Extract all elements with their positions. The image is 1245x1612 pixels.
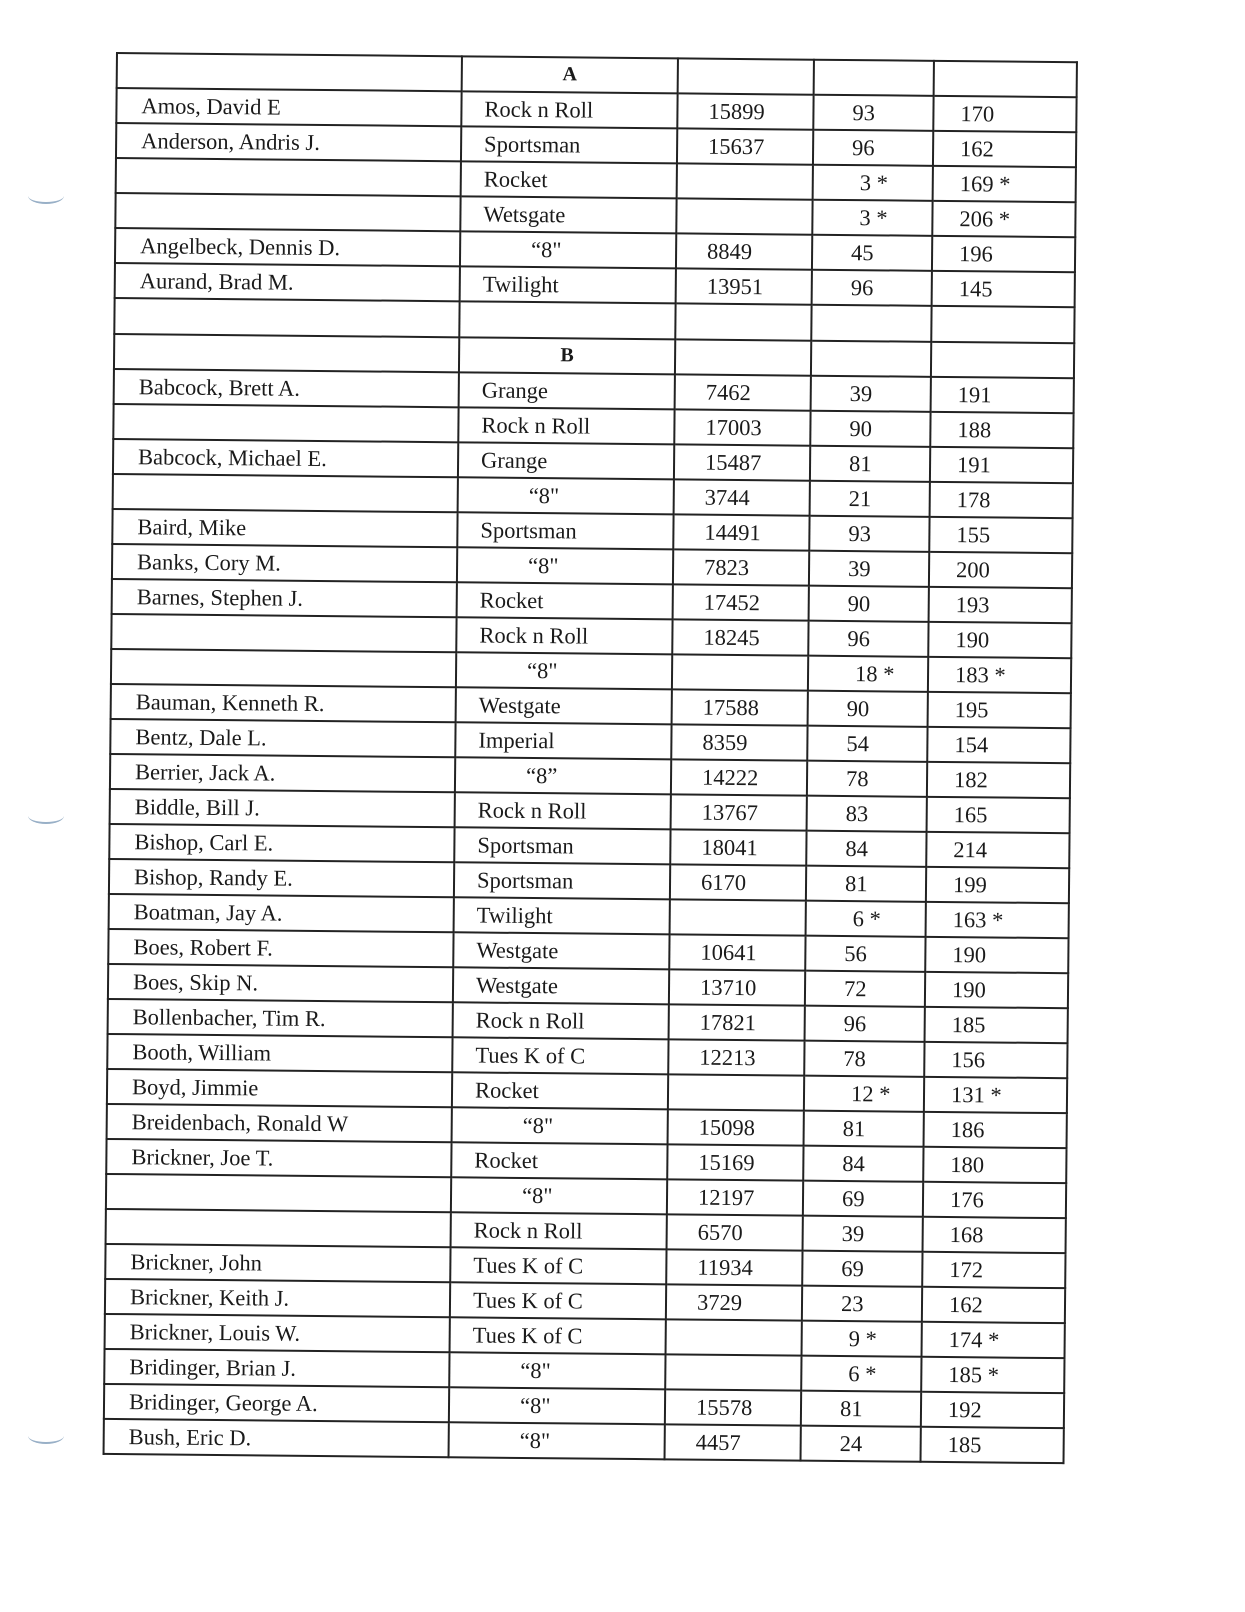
league-name: Sportsman [454, 862, 670, 899]
bowler-name: Baird, Mike [112, 509, 457, 547]
bowler-name: Biddle, Bill J. [110, 789, 455, 827]
total-pins: 15098 [668, 1109, 804, 1145]
total-pins [677, 163, 813, 199]
games-bowled: 81 [806, 866, 926, 902]
bowler-name: Babcock, Brett A. [114, 369, 459, 407]
league-name: Tues K of C [450, 1282, 666, 1319]
bowler-name: Bishop, Carl E. [109, 824, 454, 862]
bowler-name: Amos, David E [116, 88, 461, 126]
average-score: 165 [927, 797, 1070, 833]
league-name: “8" [457, 547, 673, 584]
average-score: 191 [931, 377, 1074, 413]
league-name: “8” [455, 757, 671, 794]
league-name: Rocket [457, 582, 673, 619]
average-score: 195 [928, 692, 1071, 728]
total-pins: 14222 [671, 759, 807, 795]
bowler-name [116, 158, 461, 196]
league-name: Westgate [453, 932, 669, 969]
average-score: 190 [928, 622, 1071, 658]
games-bowled: 96 [808, 621, 928, 657]
league-name: Rock n Roll [456, 617, 672, 654]
total-pins: 11934 [666, 1249, 802, 1285]
games-bowled [811, 305, 931, 342]
games-bowled: 21 [810, 481, 930, 517]
bowler-name: Brickner, Joe T. [106, 1139, 451, 1177]
punch-hole-mark-top [28, 188, 64, 204]
games-bowled: 6 * [801, 1356, 921, 1392]
bowler-name: Babcock, Michael E. [113, 439, 458, 477]
average-score: 196 [932, 236, 1075, 272]
league-name: Twilight [460, 266, 676, 303]
total-pins: 7462 [675, 374, 811, 410]
games-bowled: 78 [807, 761, 927, 797]
league-name: “8" [456, 652, 672, 689]
average-score: 186 [924, 1112, 1067, 1148]
total-pins: 14491 [673, 514, 809, 550]
games-bowled: 72 [805, 971, 925, 1007]
bowler-name: Brickner, Keith J. [105, 1279, 450, 1317]
games-bowled: 81 [804, 1111, 924, 1147]
total-pins: 15487 [674, 444, 810, 480]
pins-cell-empty [678, 58, 814, 94]
name-cell-empty [117, 53, 462, 91]
league-name: Rock n Roll [451, 1212, 667, 1249]
games-bowled: 23 [802, 1286, 922, 1322]
total-pins [670, 899, 806, 935]
league-name: “8" [451, 1177, 667, 1214]
league-name [459, 301, 675, 339]
bowler-name: Bishop, Randy E. [109, 859, 454, 897]
average-cell-empty [934, 61, 1077, 97]
bowler-name: Boatman, Jay A. [109, 894, 454, 932]
total-pins: 6170 [670, 864, 806, 900]
bowler-name [106, 1209, 451, 1247]
games-bowled: 90 [810, 411, 930, 447]
games-bowled: 9 * [802, 1321, 922, 1357]
average-score: 180 [923, 1147, 1066, 1183]
average-score: 176 [923, 1182, 1066, 1218]
league-name: “8" [452, 1107, 668, 1144]
average-score: 168 [923, 1217, 1066, 1253]
bowler-name: Bentz, Dale L. [110, 719, 455, 757]
total-pins: 12213 [668, 1039, 804, 1075]
average-score: 206 * [932, 201, 1075, 237]
bowler-name: Boes, Skip N. [108, 964, 453, 1002]
total-pins [676, 198, 812, 234]
averages-table-body [104, 53, 1077, 1463]
games-bowled: 90 [809, 586, 929, 622]
bowler-name: Breidenbach, Ronald W [107, 1104, 452, 1142]
average-score: 185 [925, 1007, 1068, 1043]
bowler-name [114, 298, 459, 337]
average-score: 185 [921, 1427, 1064, 1463]
bowler-name: Boes, Robert F. [108, 929, 453, 967]
average-score: 169 * [933, 166, 1076, 202]
bowler-name: Bridinger, George A. [104, 1384, 449, 1422]
games-bowled: 3 * [813, 165, 933, 201]
bowler-name [113, 404, 458, 442]
bowler-name: Aurand, Brad M. [115, 263, 460, 301]
total-pins: 17452 [673, 584, 809, 620]
bowler-name: Booth, William [107, 1034, 452, 1072]
total-pins: 15637 [677, 128, 813, 164]
total-pins: 15899 [677, 93, 813, 129]
games-bowled: 39 [809, 551, 929, 587]
bowler-name: Barnes, Stephen J. [112, 579, 457, 617]
games-bowled: 81 [810, 446, 930, 482]
average-score: 174 * [922, 1322, 1065, 1358]
bowler-name [106, 1174, 451, 1212]
average-score: 170 [933, 96, 1076, 132]
average-score: 131 * [924, 1077, 1067, 1113]
average-score: 155 [929, 517, 1072, 553]
games-bowled: 24 [801, 1426, 921, 1462]
league-name: Westgate [453, 967, 669, 1004]
average-score: 145 [932, 271, 1075, 307]
games-bowled: 69 [803, 1181, 923, 1217]
section-letter: B [459, 337, 675, 374]
total-pins: 13710 [669, 969, 805, 1005]
average-score [931, 306, 1074, 343]
bowler-name [115, 193, 460, 231]
total-pins: 7823 [673, 549, 809, 585]
total-pins: 17003 [674, 409, 810, 445]
total-pins: 18041 [670, 829, 806, 865]
total-pins: 18245 [672, 619, 808, 655]
games-bowled: 6 * [806, 901, 926, 937]
bowler-name: Bush, Eric D. [104, 1419, 449, 1457]
average-score: 192 [921, 1392, 1064, 1428]
total-pins: 6570 [667, 1214, 803, 1250]
average-score: 162 [933, 131, 1076, 167]
total-pins: 15578 [665, 1389, 801, 1425]
league-name: “8" [458, 477, 674, 514]
league-name: Tues K of C [450, 1247, 666, 1284]
league-name: Tues K of C [450, 1317, 666, 1354]
average-score: 190 [925, 972, 1068, 1008]
league-name: Sportsman [457, 512, 673, 549]
total-pins [666, 1319, 802, 1355]
games-bowled: 90 [808, 691, 928, 727]
games-cell-empty [814, 60, 934, 96]
total-pins: 3744 [674, 479, 810, 515]
total-pins: 17588 [672, 689, 808, 725]
games-bowled: 18 * [808, 656, 928, 692]
average-score: 191 [930, 447, 1073, 483]
games-bowled: 39 [811, 376, 931, 412]
league-name: Sportsman [461, 126, 677, 163]
total-pins: 8849 [676, 233, 812, 269]
total-pins: 3729 [666, 1284, 802, 1320]
league-name: “8" [449, 1422, 665, 1459]
games-bowled: 83 [807, 796, 927, 832]
bowling-averages-sheet [103, 52, 1076, 1464]
games-bowled: 93 [813, 95, 933, 131]
games-bowled: 54 [807, 726, 927, 762]
league-name: Sportsman [454, 827, 670, 864]
league-name: Wetsgate [460, 196, 676, 233]
league-name: Rock n Roll [455, 792, 671, 829]
league-name: Rock n Roll [458, 407, 674, 444]
average-score: 214 [926, 832, 1069, 868]
games-bowled: 39 [803, 1216, 923, 1252]
total-pins: 13951 [676, 268, 812, 304]
total-pins [665, 1354, 801, 1390]
average-score: 162 [922, 1287, 1065, 1323]
league-name: “8" [460, 231, 676, 268]
average-score: 163 * [926, 902, 1069, 938]
league-name: Rocket [461, 161, 677, 198]
games-bowled: 45 [812, 235, 932, 271]
bowler-name: Brickner, Louis W. [105, 1314, 450, 1352]
league-name: Rocket [451, 1142, 667, 1179]
average-score: 200 [929, 552, 1072, 588]
punch-hole-mark-bottom [28, 1428, 64, 1444]
punch-hole-mark-middle [28, 808, 64, 824]
total-pins [672, 654, 808, 690]
average-score: 188 [930, 412, 1073, 448]
games-bowled: 84 [803, 1146, 923, 1182]
games-bowled: 3 * [812, 200, 932, 236]
games-bowled: 81 [801, 1391, 921, 1427]
league-name: Grange [459, 372, 675, 409]
league-name: “8" [449, 1387, 665, 1424]
average-score: 172 [922, 1252, 1065, 1288]
bowler-name: Anderson, Andris J. [116, 123, 461, 161]
games-bowled: 96 [812, 270, 932, 306]
average-score: 178 [930, 482, 1073, 518]
league-name: Grange [458, 442, 674, 479]
bowler-name: Angelbeck, Dennis D. [115, 228, 460, 266]
games-bowled: 84 [806, 831, 926, 867]
average-cell-empty [931, 342, 1074, 378]
bowler-name: Banks, Cory M. [112, 544, 457, 582]
league-name: Tues K of C [452, 1037, 668, 1074]
games-cell-empty [811, 341, 931, 377]
averages-table [103, 52, 1078, 1464]
average-score: 182 [927, 762, 1070, 798]
league-name: “8" [449, 1352, 665, 1389]
league-name: Westgate [456, 687, 672, 724]
average-score: 156 [924, 1042, 1067, 1078]
average-score: 183 * [928, 657, 1071, 693]
bowler-name [113, 474, 458, 512]
total-pins: 4457 [665, 1424, 801, 1460]
bowler-name: Bauman, Kenneth R. [111, 684, 456, 722]
pins-cell-empty [675, 339, 811, 375]
league-name: Twilight [454, 897, 670, 934]
league-name: Rocket [452, 1072, 668, 1109]
games-bowled: 93 [809, 516, 929, 552]
league-name: Rock n Roll [461, 91, 677, 128]
average-score: 190 [925, 937, 1068, 973]
games-bowled: 56 [805, 936, 925, 972]
total-pins: 12197 [667, 1179, 803, 1215]
section-letter: A [462, 56, 678, 93]
games-bowled: 69 [802, 1251, 922, 1287]
average-score: 199 [926, 867, 1069, 903]
total-pins [675, 303, 811, 340]
bowler-name: Berrier, Jack A. [110, 754, 455, 792]
average-score: 154 [927, 727, 1070, 763]
total-pins: 15169 [667, 1144, 803, 1180]
average-score: 193 [929, 587, 1072, 623]
games-bowled: 96 [813, 130, 933, 166]
total-pins: 10641 [669, 934, 805, 970]
total-pins: 13767 [671, 794, 807, 830]
bowler-name [111, 614, 456, 652]
league-name: Rock n Roll [453, 1002, 669, 1039]
total-pins: 17821 [669, 1004, 805, 1040]
name-cell-empty [114, 334, 459, 372]
bowler-name: Bridinger, Brian J. [104, 1349, 449, 1387]
games-bowled: 96 [805, 1006, 925, 1042]
games-bowled: 12 * [804, 1076, 924, 1112]
bowler-name: Boyd, Jimmie [107, 1069, 452, 1107]
average-score: 185 * [921, 1357, 1064, 1393]
bowler-name: Bollenbacher, Tim R. [108, 999, 453, 1037]
bowler-name: Brickner, John [105, 1244, 450, 1282]
league-name: Imperial [455, 722, 671, 759]
bowler-name [111, 649, 456, 687]
total-pins: 8359 [671, 724, 807, 760]
total-pins [668, 1074, 804, 1110]
games-bowled: 78 [804, 1041, 924, 1077]
